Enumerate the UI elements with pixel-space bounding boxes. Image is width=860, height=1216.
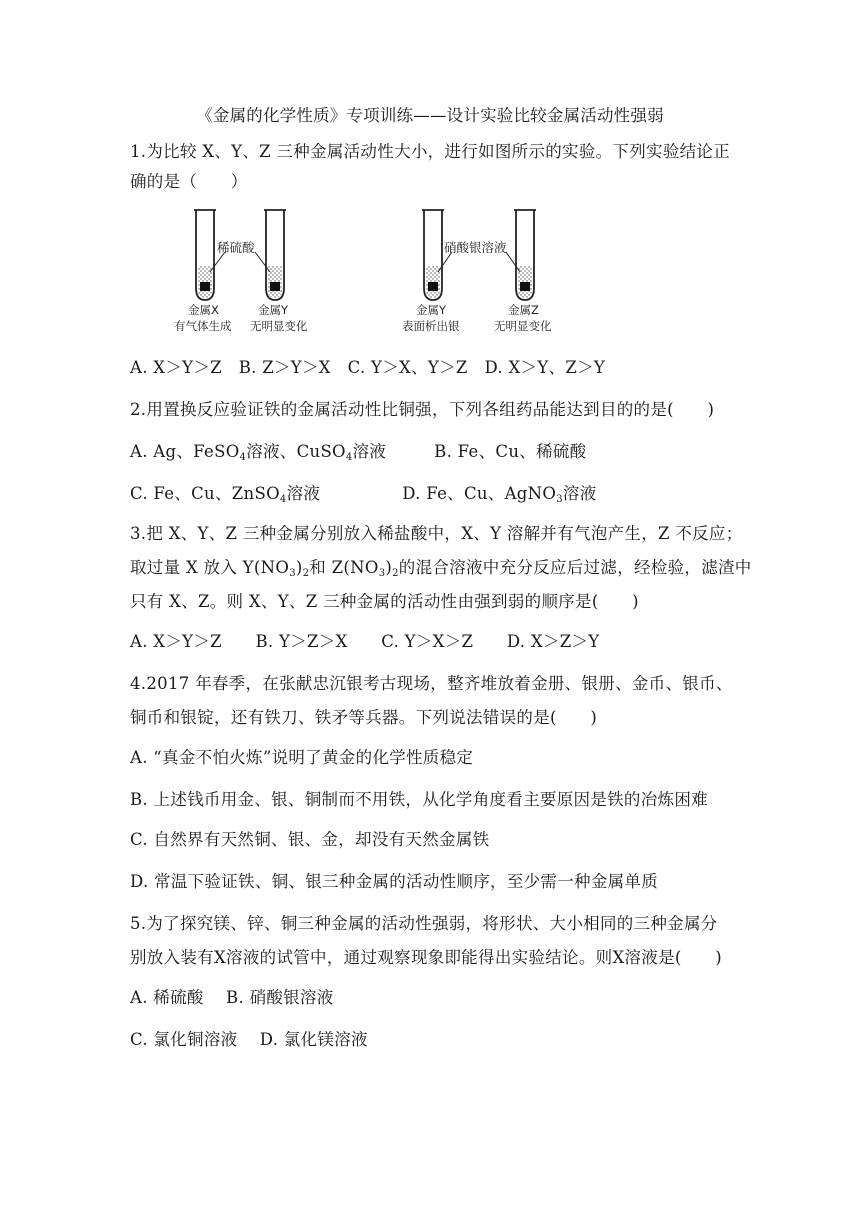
q5-line2: 别放入装有X溶液的试管中，通过观察现象即能得出实验结论。则X溶液是( ): [130, 948, 722, 967]
q2-option-a: A. Ag、FeSO$_4$溶液、CuSO$_4$溶液: [130, 442, 387, 463]
q4-option-d: D. 常温下验证铁、铜、银三种金属的活动性顺序，至少需一种金属单质: [130, 872, 659, 891]
q5-options-row1: A. 稀硫酸 B. 硝酸银溶液: [130, 988, 334, 1007]
q2-stem: 2.用置换反应验证铁的金属活动性比铜强，下列各组药品能达到目的的是( ): [130, 400, 715, 419]
q3-line3: 只有 X、Z。则 X、Y、Z 三种金属的活动性由强到弱的顺序是( ): [130, 592, 639, 611]
left-tube2-result: 无明显变化: [250, 319, 308, 333]
q3-options: A. X＞Y＞Z B. Y＞Z＞X C. Y＞X＞Z D. X＞Z＞Y: [130, 632, 600, 651]
left-reagent-label: 稀硫酸: [217, 240, 255, 255]
q4-option-b: B. 上述钱币用金、银、铜制而不用铁，从化学角度看主要原因是铁的冶炼困难: [130, 790, 708, 809]
q5-options-row2: C. 氯化铜溶液 D. 氯化镁溶液: [130, 1030, 368, 1049]
q3-line1: 3.把 X、Y、Z 三种金属分别放入稀盐酸中，X、Y 溶解并有气泡产生，Z 不反应；: [130, 524, 743, 543]
test-tube-x: [194, 210, 216, 300]
q2-options-row1: [130, 438, 586, 463]
right-reagent-label: 硝酸银溶液: [444, 240, 507, 255]
q4-line2: 铜币和银锭，还有铁刀、铁矛等兵器。下列说法错误的是( ): [130, 708, 598, 727]
q2-option-c: C. Fe、Cu、ZnSO$_4$溶液: [130, 484, 321, 505]
left-experiment: [174, 210, 308, 333]
q5-line1: 5.为了探究镁、锌、铜三种金属的活动性强弱，将形状、大小相同的三种金属分: [130, 914, 718, 933]
q2-option-b: B. Fe、Cu、稀硫酸: [434, 442, 587, 461]
right-tube1-metal: 金属Y: [416, 303, 447, 317]
right-tube2-metal: 金属Z: [508, 303, 539, 317]
test-tube-y-silver: [422, 210, 444, 300]
q1-options: A. X＞Y＞Z B. Z＞Y＞X C. Y＞X、Y＞Z D. X＞Y、Z＞Y: [130, 358, 606, 377]
left-tube2-metal: 金属Y: [258, 303, 289, 317]
right-tube2-result: 无明显变化: [494, 319, 552, 333]
q1-stem-line1: 1.为比较 X、Y、Z 三种金属活动性大小，进行如图所示的实验。下列实验结论正: [130, 142, 731, 161]
right-experiment: [402, 210, 552, 333]
q2-option-d: D. Fe、Cu、AgNO$_3$溶液: [402, 484, 597, 505]
q1-stem-line2: 确的是（ ）: [130, 172, 248, 191]
q1-figure: [130, 200, 730, 340]
q3-line2: 取过量 X 放入 $Y(NO_3)_2$和 $Z(NO_3)_2$的混合溶液中充分反应后过滤，经检验，滤渣中: [130, 558, 752, 579]
document-title: 《金属的化学性质》专项训练——设计实验比较金属活动性强弱: [196, 106, 664, 125]
test-tube-z: [514, 210, 536, 300]
q4-option-c: C. 自然界有天然铜、银、金，却没有天然金属铁: [130, 830, 490, 849]
q4-line1: 4.2017 年春季，在张献忠沉银考古现场，整齐堆放着金册、银册、金币、银币、: [130, 674, 733, 693]
right-tube1-result: 表面析出银: [402, 319, 460, 333]
q4-option-a: A. “真金不怕火炼”说明了黄金的化学性质稳定: [130, 748, 474, 767]
left-tube1-metal: 金属X: [188, 303, 219, 317]
q2-options-row2: [130, 480, 597, 505]
test-tube-y: [264, 210, 286, 300]
left-tube1-result: 有气体生成: [174, 319, 232, 333]
